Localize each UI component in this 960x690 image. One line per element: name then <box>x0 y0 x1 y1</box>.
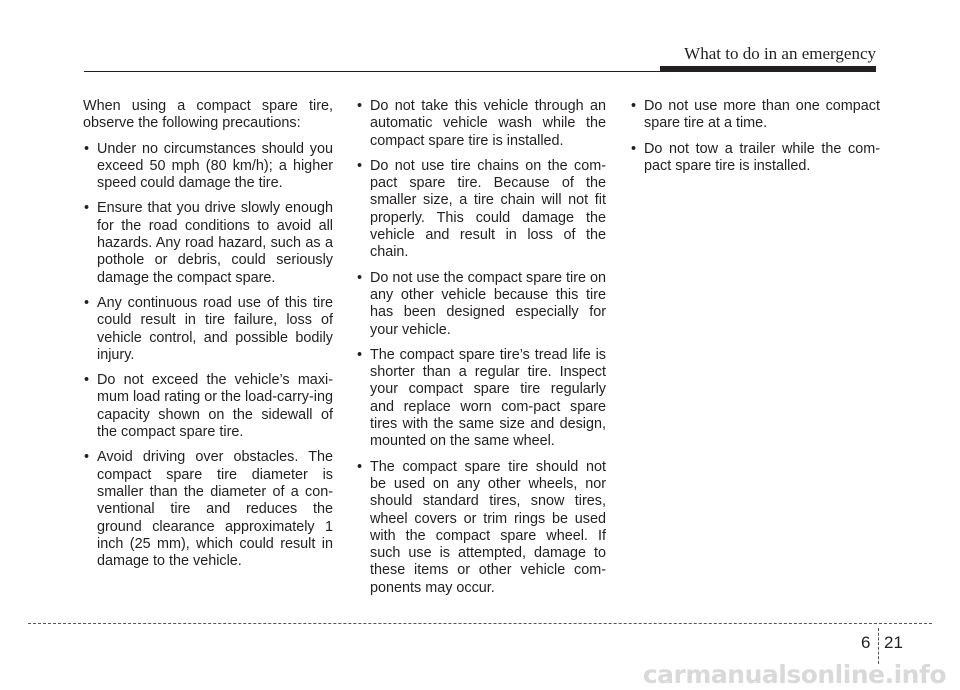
list-item <box>356 98 606 150</box>
column-3 <box>630 98 880 183</box>
list-item-text: Avoid driving over obstacles. The compact spare tire diameter is smaller than the diameter of a con-ventional tire and reduces the ground clearance approximately 1 inch (25 mm), which could result in damage to the vehicle. <box>97 449 333 570</box>
page-number: 21 <box>884 633 903 652</box>
list-item <box>83 372 333 441</box>
precautions-list-1 <box>83 141 333 571</box>
bullet-icon: • <box>357 157 363 174</box>
precautions-list-3 <box>630 98 880 175</box>
list-item-text: Do not tow a trailer while the com-pact spare tire is installed. <box>644 140 880 174</box>
footer-rule <box>28 623 932 624</box>
bullet-icon: • <box>631 98 637 114</box>
list-item-text: Any continuous road use of this tire could result in tire failure, loss of vehicle control, and possible bodily injury. <box>97 294 333 363</box>
bullet-icon: • <box>84 449 90 466</box>
bullet-icon: • <box>84 294 90 311</box>
list-item <box>356 158 606 262</box>
list-item-text: Do not exceed the vehicle’s maxi-mum load rating or the load-carry-ing capacity shown on the sidewall of the compact spare tire. <box>97 372 333 441</box>
watermark: carmanualsonline.info <box>642 660 946 689</box>
list-item <box>83 141 333 193</box>
bullet-icon: • <box>357 98 363 114</box>
list-item-text: Do not use the compact spare tire on any other vehicle because this tire has been designed especially for your vehicle. <box>370 269 606 338</box>
list-item-text: The compact spare tire’s tread life is shorter than a regular tire. Inspect your compact spare tire regularly and replace worn com-pact spare tires with the same size and design, mounted on the same wheel. <box>370 346 606 450</box>
list-item <box>83 449 333 570</box>
list-item <box>83 295 333 364</box>
list-item <box>356 270 606 339</box>
bullet-icon: • <box>84 200 90 217</box>
column-2 <box>356 98 606 605</box>
list-item-text: The compact spare tire should not be used on any other wheels, nor should standard tires, snow tires, wheel covers or trim rings be used with the compact spare wheel. If such use is attempted, damage to these items or other vehicle com-ponents may occur. <box>370 458 606 596</box>
bullet-icon: • <box>84 140 90 157</box>
list-item <box>356 347 606 451</box>
bullet-icon: • <box>84 372 90 389</box>
list-item-text: Do not use tire chains on the com-pact spare tire. Because of the smaller size, a tire chain will not fit properly. This could damage the vehicle and result in loss of the chain. <box>370 157 606 261</box>
header-rule <box>84 71 876 72</box>
bullet-icon: • <box>357 458 363 475</box>
bullet-icon: • <box>357 346 363 363</box>
list-item-text: Do not take this vehicle through an automatic vehicle wash while the compact spare tire is installed. <box>370 98 606 149</box>
footer-divider <box>878 628 879 664</box>
list-item <box>630 98 880 133</box>
list-item-text: Under no circumstances should you exceed 50 mph (80 km/h); a higher speed could damage the tire. <box>97 140 333 192</box>
bullet-icon: • <box>357 269 363 286</box>
column-1 <box>83 98 333 578</box>
section-title: What to do in an emergency <box>684 44 876 63</box>
intro-paragraph: When using a compact spare tire, observe the following precautions: <box>83 98 333 132</box>
list-item <box>83 200 333 286</box>
list-item <box>630 141 880 176</box>
precautions-list-2 <box>356 98 606 597</box>
list-item-text: Ensure that you drive slowly enough for the road conditions to avoid all hazards. Any road hazard, such as a pothole or debris, could seriously damage the compact spare. <box>97 200 333 286</box>
bullet-icon: • <box>631 140 637 157</box>
list-item <box>356 459 606 597</box>
chapter-number: 6 <box>861 633 871 652</box>
list-item-text: Do not use more than one compact spare tire at a time. <box>644 98 880 132</box>
